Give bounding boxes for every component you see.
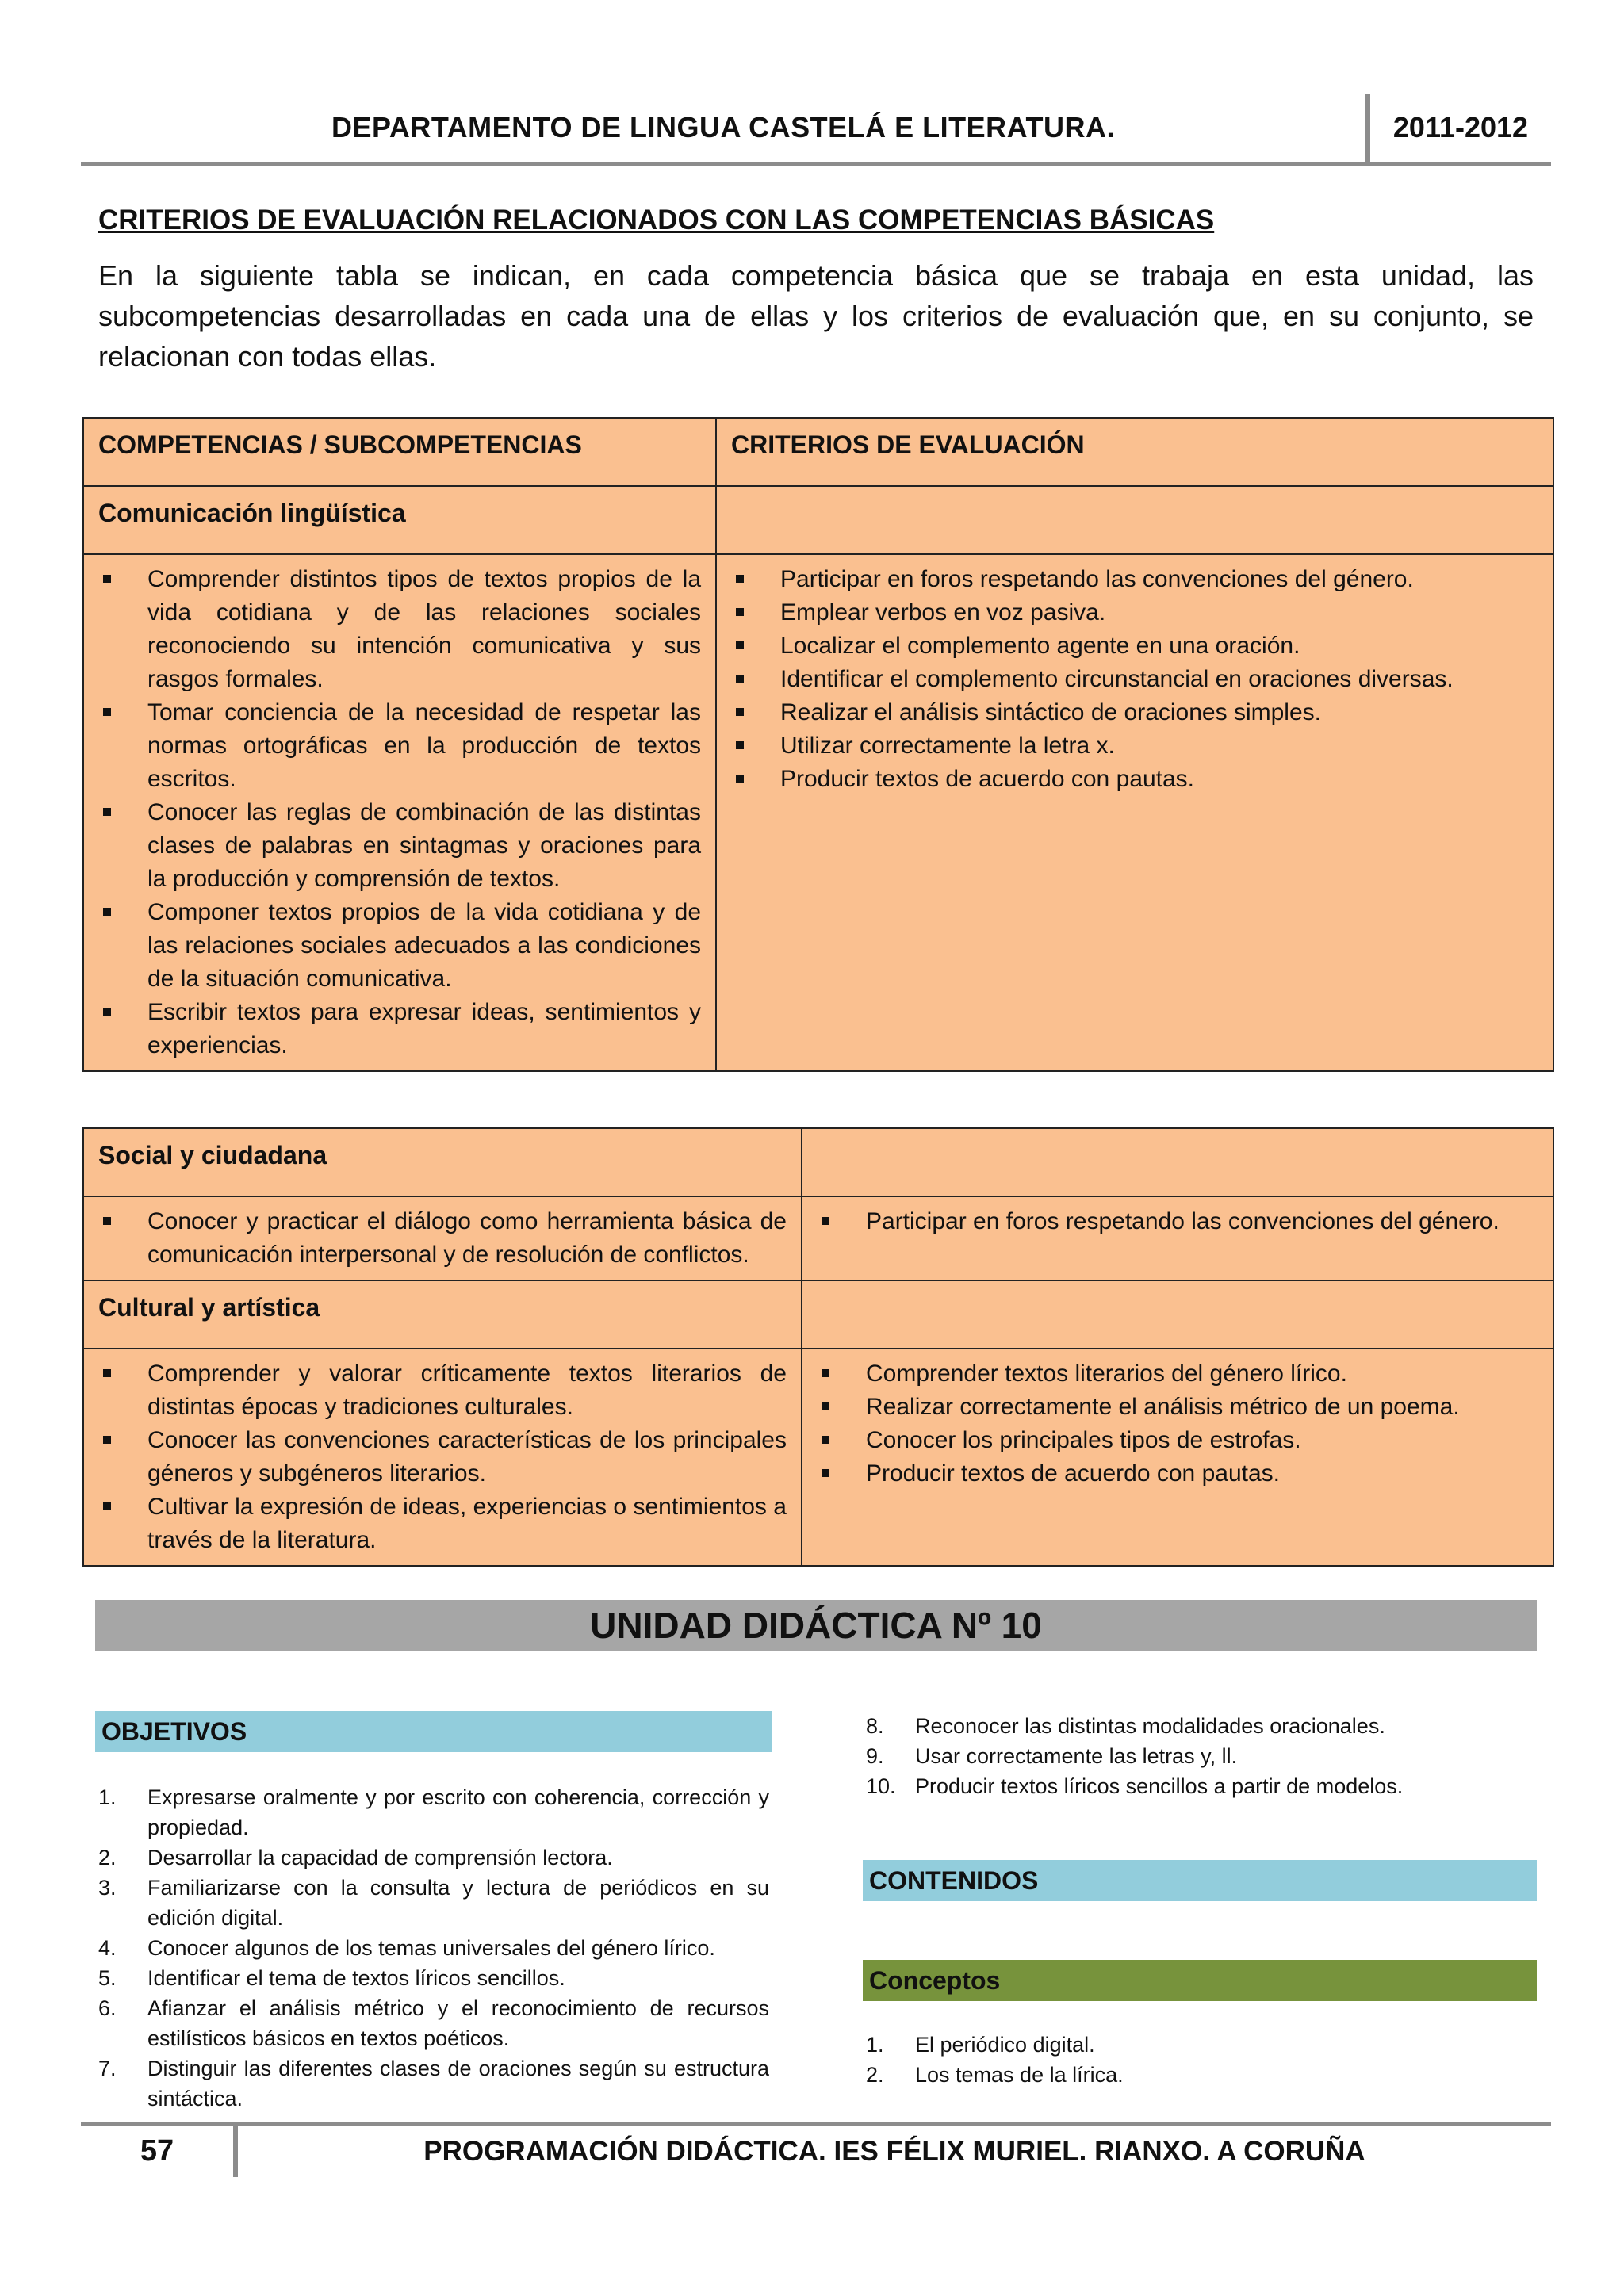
list-item: 2. Los temas de la lírica. bbox=[866, 2063, 1124, 2087]
section-title: CRITERIOS DE EVALUACIÓN RELACIONADOS CON LAS COMPETENCIAS BÁSICAS bbox=[98, 205, 1215, 235]
list-item: 1. El periódico digital. bbox=[866, 2033, 1095, 2057]
subcompetencias-cell bbox=[83, 1196, 802, 1280]
department-title: DEPARTAMENTO DE LINGUA CASTELÁ E LITERATURA. bbox=[331, 111, 1115, 144]
list-item: 2. Desarrollar la capacidad de comprensión lectora. bbox=[98, 1846, 613, 1869]
criterios-list bbox=[817, 1205, 1538, 1238]
list-item: Escribir textos para expresar ideas, sentimientos y experiencias. bbox=[98, 996, 701, 1062]
list-item: 10. Producir textos líricos sencillos a partir de modelos. bbox=[866, 1774, 1404, 1798]
list-item: 3. Familiarizarse con la consulta y lectura de periódicos en su edición digital. bbox=[98, 1876, 769, 1930]
empty-cell bbox=[716, 486, 1553, 554]
list-item: Realizar correctamente el análisis métrico de un poema. bbox=[817, 1391, 1538, 1424]
list-item: Cultivar la expresión de ideas, experiencias o sentimientos a través de la literatura. bbox=[98, 1490, 787, 1557]
page-footer bbox=[81, 2122, 1551, 2177]
criterios-list bbox=[731, 563, 1538, 796]
table-row bbox=[83, 1280, 1553, 1349]
list-item: 6. Afianzar el análisis métrico y el reconocimiento de recursos estilísticos básicos en textos poéticos. bbox=[98, 1996, 769, 2050]
subcompetencias-cell bbox=[83, 1349, 802, 1566]
unit-title-banner: UNIDAD DIDÁCTICA Nº 10 bbox=[95, 1600, 1537, 1651]
criterios-cell bbox=[802, 1196, 1553, 1280]
criterios-cell bbox=[802, 1349, 1553, 1566]
subcompetencias-list bbox=[98, 563, 701, 1062]
criterios-cell bbox=[716, 554, 1553, 1071]
col-header-competencias: COMPETENCIAS / SUBCOMPETENCIAS bbox=[83, 418, 716, 486]
list-item: Identificar el complemento circunstancial en oraciones diversas. bbox=[731, 663, 1538, 696]
list-item: Comprender distintos tipos de textos propios de la vida cotidiana y de las relaciones sociales reconociendo su intención comunicativa y sus rasgos formales. bbox=[98, 563, 701, 696]
school-year: 2011-2012 bbox=[1392, 111, 1529, 144]
contenidos-heading: CONTENIDOS bbox=[863, 1860, 1537, 1901]
criterios-list bbox=[817, 1357, 1538, 1490]
list-item: Conocer las convenciones características de los principales géneros y subgéneros literarios. bbox=[98, 1424, 787, 1490]
list-item: Producir textos de acuerdo con pautas. bbox=[817, 1457, 1538, 1490]
list-item: Producir textos de acuerdo con pautas. bbox=[731, 763, 1538, 796]
conceptos-list bbox=[866, 2030, 1537, 2090]
conceptos-heading: Conceptos bbox=[863, 1960, 1537, 2001]
list-item: 9. Usar correctamente las letras y, ll. bbox=[866, 1744, 1238, 1768]
list-item: Emplear verbos en voz pasiva. bbox=[731, 596, 1538, 629]
page-header bbox=[81, 94, 1551, 166]
empty-cell bbox=[802, 1280, 1553, 1349]
list-item: Utilizar correctamente la letra x. bbox=[731, 729, 1538, 763]
objetivos-heading: OBJETIVOS bbox=[95, 1711, 772, 1752]
list-item: 4. Conocer algunos de los temas universales del género lírico. bbox=[98, 1936, 715, 1960]
subcompetencias-cell bbox=[83, 554, 716, 1071]
table-row bbox=[83, 554, 1553, 1071]
list-item: Componer textos propios de la vida cotidiana y de las relaciones sociales adecuados a las condiciones de la situación comunicativa. bbox=[98, 896, 701, 996]
group-label-cultural: Cultural y artística bbox=[83, 1280, 802, 1349]
list-item: Comprender y valorar críticamente textos literarios de distintas épocas y tradiciones culturales. bbox=[98, 1357, 787, 1424]
page-number: 57 bbox=[140, 2134, 174, 2168]
competencias-table-1 bbox=[82, 417, 1554, 1072]
list-item: Realizar el análisis sintáctico de oraciones simples. bbox=[731, 696, 1538, 729]
list-item: 8. Reconocer las distintas modalidades oracionales. bbox=[866, 1714, 1385, 1738]
list-item: Conocer y practicar el diálogo como herramienta básica de comunicación interpersonal y de resolución de conflictos. bbox=[98, 1205, 787, 1272]
footer-text: PROGRAMACIÓN DIDÁCTICA. IES FÉLIX MURIEL. RIANXO. A CORUÑA bbox=[423, 2136, 1365, 2167]
table-header-row bbox=[83, 418, 1553, 486]
subcompetencias-list bbox=[98, 1205, 787, 1272]
table-row bbox=[83, 486, 1553, 554]
subcompetencias-list bbox=[98, 1357, 787, 1557]
list-item: Comprender textos literarios del género lírico. bbox=[817, 1357, 1538, 1391]
objetivos-list-right bbox=[866, 1711, 1537, 1801]
list-item: Tomar conciencia de la necesidad de respetar las normas ortográficas en la producción de textos escritos. bbox=[98, 696, 701, 796]
list-item: Conocer los principales tipos de estrofas. bbox=[817, 1424, 1538, 1457]
col-header-criterios: CRITERIOS DE EVALUACIÓN bbox=[716, 418, 1553, 486]
list-item: Participar en foros respetando las convenciones del género. bbox=[731, 563, 1538, 596]
list-item: Localizar el complemento agente en una oración. bbox=[731, 629, 1538, 663]
group-label-comunicacion: Comunicación lingüística bbox=[83, 486, 716, 554]
list-item: 5. Identificar el tema de textos líricos sencillos. bbox=[98, 1966, 565, 1990]
table-row bbox=[83, 1349, 1553, 1566]
list-item: Participar en foros respetando las convenciones del género. bbox=[817, 1205, 1538, 1238]
list-item: 1. Expresarse oralmente y por escrito con coherencia, corrección y propiedad. bbox=[98, 1785, 769, 1839]
group-label-social: Social y ciudadana bbox=[83, 1128, 802, 1196]
table-row bbox=[83, 1196, 1553, 1280]
competencias-table-2 bbox=[82, 1127, 1554, 1567]
table-row bbox=[83, 1128, 1553, 1196]
list-item: Conocer las reglas de combinación de las distintas clases de palabras en sintagmas y oraciones para la producción y comprensión de textos. bbox=[98, 796, 701, 896]
objetivos-list-left bbox=[98, 1782, 769, 2114]
intro-paragraph: En la siguiente tabla se indican, en cada competencia básica que se trabaja en esta unidad, las subcompetencias desarrolladas en cada una de ellas y los criterios de evaluación que, en su conjunto, se relacionan con todas ellas. bbox=[98, 259, 1534, 373]
list-item: 7. Distinguir las diferentes clases de oraciones según su estructura sintáctica. bbox=[98, 2057, 769, 2110]
empty-cell bbox=[802, 1128, 1553, 1196]
